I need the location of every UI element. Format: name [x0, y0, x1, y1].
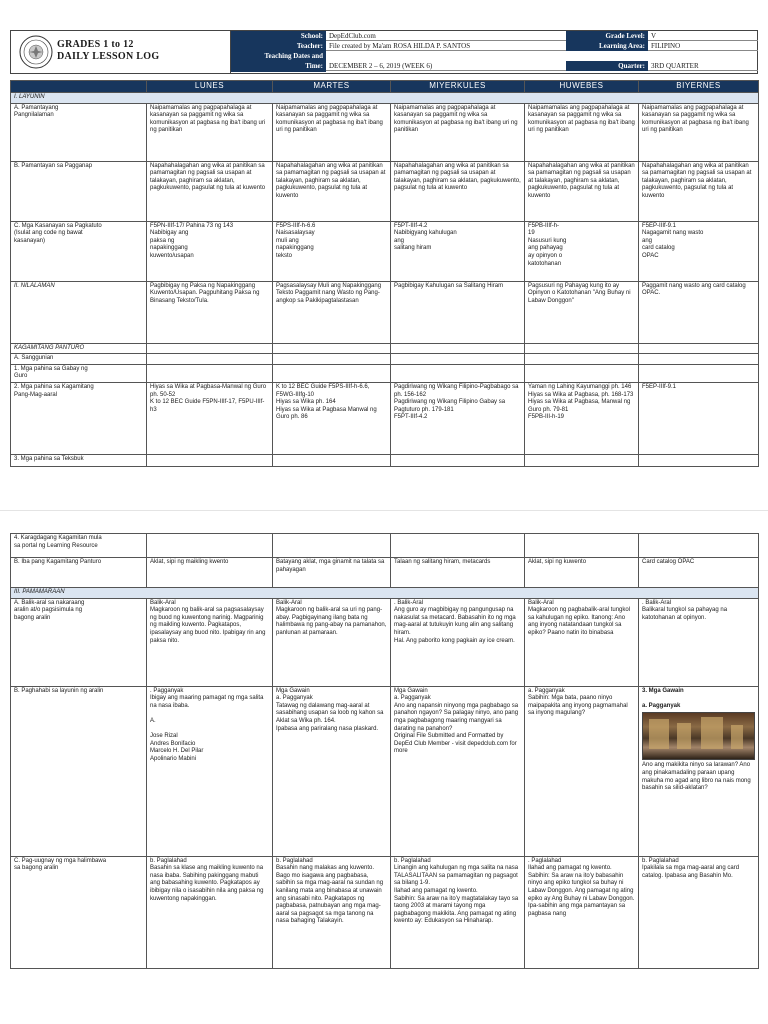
table-cell: b. Paglalahad Basahin sa klase ang maikling kuwento na nasa ibaba. Sabihing pakinggang mabuti ang babasahing kuwento. Pagkatapos ay ibibigay nila o isasabihin nila ang paksa ng kuwentong napakinggan.: [147, 856, 273, 968]
grade-value: V: [648, 31, 758, 41]
table-cell: Aklat, sipi ng kuwento: [525, 558, 639, 588]
dates-row: [231, 51, 566, 73]
table-row: [11, 103, 759, 161]
table-cell: [639, 686, 759, 856]
table-cell: [525, 364, 639, 382]
table-cell: F5PS-IIIf-h-6.6 Naisasalaysay muli ang napakinggang teksto: [273, 221, 391, 281]
table-cell: . Balik-Aral Balikaral tungkol sa pahayag na katotohanan at opinyon.: [639, 598, 759, 686]
teacher-value: File created by Ma'am ROSA HILDA P. SANTOS: [326, 41, 566, 51]
table-cell: [639, 364, 759, 382]
table-cell: F5PB-IIIf-h- 19 Nasusuri kung ang pahayag ay opinyon o katotohanan: [525, 221, 639, 281]
table-cell: Pagsasalaysay Muli ang Napakinggang Teksto Paggamit nang Wasto ng Pang-angkop sa Pakikipagtalastasan: [273, 281, 391, 343]
mga-gawain-heading: 3. Mga Gawain a. Pagganyak: [642, 687, 684, 709]
table-cell: Napahahalagahan ang wika at panitikan sa pamamagitan ng pagsali sa usapan at talakayan, paghiram sa aklatan, pagkukuwento, pagsulat ng tula at kuwento: [273, 161, 391, 221]
section-row: [11, 93, 759, 104]
row-label-karagdagang-kagamitan: 4. Karagdagang Kagamitan mula sa portal ng Learning Resource: [11, 534, 147, 558]
dates-value: DECEMBER 2 – 6, 2019 (WEEK 6): [326, 61, 566, 71]
grade-label: Grade Level:: [566, 31, 648, 41]
library-photo: [642, 712, 755, 760]
table-cell: Card catalog OPAC: [639, 558, 759, 588]
table-cell: Pagbibigay Kahulugan sa Salitang Hiram: [391, 281, 525, 343]
table-cell: [273, 454, 391, 466]
section-pamamaraan: III. PAMAMARAAN: [11, 588, 759, 599]
area-value: FILIPINO: [648, 41, 758, 51]
row-label-sanggunian: A. Sanggunian: [11, 354, 147, 365]
table-cell: Talaan ng salitang hiram, metacards: [391, 558, 525, 588]
table-cell: Napahahalagahan ang wika at panitikan sa pamamagitan ng pagsali sa usapan at talakayan, paghiram sa aklatan, pagkukuwento, pagsulat ng tula at kuwento: [391, 161, 525, 221]
day-header: LUNES: [147, 81, 273, 93]
day-header: BIYERNES: [639, 81, 759, 93]
table-cell: [147, 343, 273, 354]
table-row: [11, 454, 759, 466]
dates-label-line-2: Time:: [305, 62, 323, 70]
table-cell: [273, 534, 391, 558]
section-row: [11, 588, 759, 599]
table-cell: Mga Gawain a. Pagganyak Tatawag ng dalawang mag-aaral at sasabihang usapan sa loob ng kahon sa Aklat sa Wika ph. 164. Ipabasa ang pariralang nasa plaskard.: [273, 686, 391, 856]
row-label-teksbuk: 3. Mga pahina sa Teksbuk: [11, 454, 147, 466]
row-label-balik-aral: A. Balik-aral sa nakaraang aralin at/o pagsisimula ng bagong aralin: [11, 598, 147, 686]
table-cell: Naipamamalas ang pagpapahalaga at kasanayan sa paggamit ng wika sa komunikasyon at pagbasa ng iba't ibang uri ng panitikan: [639, 103, 759, 161]
table-cell: Naipamamalas ang pagpapahalaga at kasanayan sa paggamit ng wika sa komunikasyon at pagbasa ng iba't ibang uri ng panitikan: [391, 103, 525, 161]
table-cell: F5PN-IIIf-17/ Pahina 73 ng 143 Nabibigay ang paksa ng napakinggang kuwento/usapan: [147, 221, 273, 281]
table-cell: F5EP-IIIf-9.1 Nagagamit nang wasto ang card catalog OPAC: [639, 221, 759, 281]
table-cell: F5PT-IIIf-4.2 Nabibigyang kahulugan ang salitang hiram: [391, 221, 525, 281]
table-row: [11, 364, 759, 382]
quarter-row: [566, 61, 758, 72]
table-cell: Balik-Aral Magkaroon ng balik-aral sa pagsasalaysay ng buod ng kuwentong narinig. Magparinig ng maikling kuwento. Pagkatapos, ipasalaysay ang buod nito. Ipabigay rin ang paksa nito.: [147, 598, 273, 686]
day-header: MIYERKULES: [391, 81, 525, 93]
table-cell: [391, 354, 525, 365]
table-cell: Paggamit nang wasto ang card catalog OPAC.: [639, 281, 759, 343]
lesson-log-page-2: [0, 510, 768, 1024]
table-cell: [525, 343, 639, 354]
area-row: [566, 41, 758, 52]
table-cell: . Balik-Aral Ang guro ay magbibigay ng pangungusap na nakasulat sa metacard. Babasahin ito ng mga mag-aaral at tutukuyin kung alin ang salitang hiram. Hal. Ang paborito kong pagkain ay ice cream.: [391, 598, 525, 686]
brand-title: [57, 39, 159, 63]
quarter-value: 3RD QUARTER: [648, 61, 758, 71]
section-layunin: I. LAYUNIN: [11, 93, 759, 104]
pagganyak-question: Ano ang makikita ninyo sa larawan? Ano ang pinakamadaling paraan upang makuha mo agad ang libro na nais mong basahin sa silid-aklatan?: [642, 762, 751, 792]
row-label-nilalaman: II. NILALAMAN: [11, 281, 147, 343]
row-label-kagamitang-pang-mag-aaral: 2. Mga pahina sa Kagamitang Pang-Mag-aaral: [11, 382, 147, 454]
table-cell: b. Paglalahad Ipakilala sa mga mag-aaral ang card catalog. Ipabasa ang Basahin Mo.: [639, 856, 759, 968]
table-cell: [391, 343, 525, 354]
table-cell: [639, 343, 759, 354]
table-row: [11, 598, 759, 686]
section-row: [11, 343, 759, 354]
table-cell: [391, 534, 525, 558]
table-cell: b. Paglalahad Basahin nang malakas ang kuwento. Bago mo isagawa ang pagbabasa, sabihin sa mga mag-aaral na sundan ng kanilang mata ang binabasa at unawain ang sinasabi nito. Pagkatapos ng pagbabasa, patnubayan ang mga mag-aaral sa pagsagot sa mga tanong na nasa bahaging Talakayin.: [273, 856, 391, 968]
table-cell: Napahahalagahan ang wika at panitikan sa pamamagitan ng pagsali sa usapan at talakayan, paghiram sa aklatan, pagkukuwento, pagsulat ng tula at kuwento: [147, 161, 273, 221]
table-cell: [525, 454, 639, 466]
table-cell: [147, 534, 273, 558]
table-cell: Hiyas sa Wika at Pagbasa-Manwal ng Guro ph. 50-52 K to 12 BEC Guide F5PN-IIIf-17, F5PU-IIIf-h3: [147, 382, 273, 454]
row-label-pamantayang-pangnilalaman: A. Pamantayang Pangnilalaman: [11, 103, 147, 161]
lesson-log-page-1: [0, 0, 768, 480]
row-label-kasanayan: C. Mga Kasanayan sa Pagkatuto (Isulat ang code ng bawat kasanayan): [11, 221, 147, 281]
row-label-pamantayan-sa-pagganap: B. Pamantayan sa Pagganap: [11, 161, 147, 221]
dates-label-line-1: Teaching Dates and: [264, 52, 323, 60]
table-cell: K to 12 BEC Guide F5PS-IIIf-h-6.6, F5WG-IIIfg-10 Hiyas sa Wika ph. 164 Hiyas sa Wika at Pagbasa Manwal ng Guro ph. 86: [273, 382, 391, 454]
row-label-paghahabi: B. Paghahabi sa layunin ng aralin: [11, 686, 147, 856]
area-label: Learning Area:: [566, 41, 648, 51]
table-cell: [391, 454, 525, 466]
table-cell: Napahahalagahan ang wika at panitikan sa pamamagitan ng pagsali sa usapan at talakayan, paghiram sa aklatan, pagkukuwento, pagsulat ng tula at kuwento: [639, 161, 759, 221]
table-cell: [639, 454, 759, 466]
table-cell: Mga Gawain a. Pagganyak Ano ang napansin ninyong mga pagbabago sa panahon ngayon? Sa palagay ninyo, ano pang mga pagbabagong maaring mangyari sa darating na panahon? Original File Submitted and Formatted by DepEd Club Member - visit depedclub.com for more: [391, 686, 525, 856]
day-header-row: [11, 81, 759, 93]
table-cell: [391, 364, 525, 382]
table-row: [11, 534, 759, 558]
table-cell: . Pagganyak Ibigay ang maaring pamagat ng mga salita na nasa ibaba. A. Jose Rizal Andres Bonifacio Marcelo H. Del Pilar Apolinario Mabini: [147, 686, 273, 856]
brand-line-1: GRADES 1 to 12: [57, 39, 134, 50]
table-cell: Aklat, sipi ng maikling kwento: [147, 558, 273, 588]
table-cell: [525, 354, 639, 365]
dates-label: [231, 51, 326, 72]
table-cell: b. Paglalahad Linangin ang kahulugan ng mga salita na nasa TALASALITAAN sa pamamagitan ng pagsagot sa bilang 1-9. Ilahad ang pamagat ng kwento. Sabihin: Sa araw na ito'y magtatalakay tayo sa taong 2003 at marami tayong mga pagbabagong makikita. Ang pamagat ng ating kwento ay: Edukasyon sa Hinaharap.: [391, 856, 525, 968]
deped-seal-icon: [19, 35, 53, 69]
table-row: [11, 558, 759, 588]
table-cell: Pagdiriwang ng Wikang Filipino-Pagbabago sa ph. 156-162 Pagdiriwang ng Wikang Filipino Gabay sa Pagtuturo ph. 179-181 F5PT-IIIf-4.2: [391, 382, 525, 454]
table-row: [11, 382, 759, 454]
table-row: [11, 856, 759, 968]
school-value: DepEdClub.com: [326, 31, 566, 41]
table-cell: Naipamamalas ang pagpapahalaga at kasanayan sa paggamit ng wika sa komunikasyon at pagbasa ng iba't ibang uri ng panitikan: [147, 103, 273, 161]
table-cell: Balik-Aral Magkaroon ng balik-aral sa uri ng pang-abay. Pagbigayinang ilang bata ng halimbawa ng pang-abay na pamanahon, panlunan at pamaraan.: [273, 598, 391, 686]
table-cell: Napahahalagahan ang wika at panitikan sa pamamagitan ng pagsali sa usapan at talakayan, paghiram sa aklatan, pagkukuwento, pagsulat ng tula at kuwento: [525, 161, 639, 221]
table-cell: Naipamamalas ang pagpapahalaga at kasanayan sa paggamit ng wika sa komunikasyon at pagbasa ng iba't ibang uri ng panitikan: [525, 103, 639, 161]
table-cell: [639, 534, 759, 558]
table-cell: a. Pagganyak Sabihin: Mga bata, paano ninyo maipapakita ang inyong pagmamahal sa inyong magulang?: [525, 686, 639, 856]
table-row: [11, 161, 759, 221]
table-cell: [147, 354, 273, 365]
table-cell: [639, 354, 759, 365]
table-row: [11, 686, 759, 856]
table-cell: [273, 354, 391, 365]
table-cell: [147, 454, 273, 466]
table-cell: Batayang aklat, mga ginamit na talata sa pahayagan: [273, 558, 391, 588]
section-kagamitang-panturo: KAGAMITANG PANTURO: [11, 343, 147, 354]
quarter-label: Quarter:: [566, 61, 648, 71]
lesson-plan-table-2: [10, 533, 759, 969]
row-label-gabay-ng-guro: 1. Mga pahina sa Gabay ng Guro: [11, 364, 147, 382]
table-cell: Pagsusuri ng Pahayag kung ito ay Opinyon o Katotohanan "Ang Buhay ni Labaw Donggon": [525, 281, 639, 343]
table-cell: Naipamamalas ang pagpapahalaga at kasanayan sa paggamit ng wika sa komunikasyon at pagbasa ng iba't ibang uri ng panitikan: [273, 103, 391, 161]
table-row: [11, 221, 759, 281]
lesson-plan-table-1: [10, 80, 759, 467]
header-box: [10, 30, 758, 74]
logo-cell: [11, 31, 231, 73]
row-label-iba-pang-kagamitan: B. Iba pang Kagamitang Panturo: [11, 558, 147, 588]
table-row: [11, 354, 759, 365]
table-row: [11, 281, 759, 343]
table-cell: [273, 343, 391, 354]
table-cell: [525, 534, 639, 558]
day-header: MARTES: [273, 81, 391, 93]
table-cell: Yaman ng Lahing Kayumanggi ph. 146 Hiyas sa Wika at Pagbasa, ph. 168-173 Hiyas sa Wika at Pagbasa, Manwal ng Guro ph. 79-81 F5PB-III-h-19: [525, 382, 639, 454]
brand-line-2: DAILY LESSON LOG: [57, 51, 160, 62]
table-cell: . Paglalahad Ilahad ang pamagat ng kwento. Sabihin: Sa araw na ito'y babasahin ninyo ang epiko tungkol sa buhay ni Labaw Donggon. Ang pamagat ng ating epiko ay Ang Buhay ni Labaw Donggon. Ipa-sabihin ang mga pamantayan sa pagbasa nang: [525, 856, 639, 968]
table-cell: [273, 364, 391, 382]
day-header: HUWEBES: [525, 81, 639, 93]
table-cell: F5EP-IIIf-9.1: [639, 382, 759, 454]
row-label-pag-uugnay: C. Pag-uugnay ng mga halimbawa sa bagong aralin: [11, 856, 147, 968]
teacher-label: Teacher:: [231, 41, 326, 51]
table-cell: [147, 364, 273, 382]
table-cell: Pagbibigay ng Paksa ng Napakinggang Kuwento/Usapan. Pagpuhitang Paksa ng Binasang Teksto/Tula.: [147, 281, 273, 343]
corner-cell: [11, 81, 147, 93]
school-label: School:: [231, 31, 326, 41]
table-cell: Balik-Aral Magkaroon ng pagbabalik-aral tungkol sa kahulugan ng epiko. Itanong: Ano ang inyong natatandaan tungkol sa epiko? Paano natin ito binabasa: [525, 598, 639, 686]
